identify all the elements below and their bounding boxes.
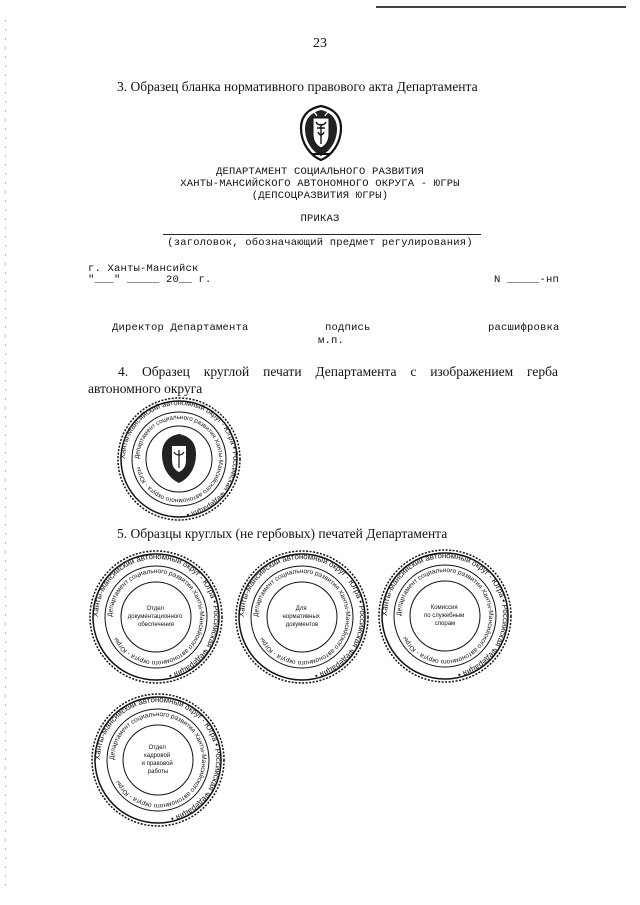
stamp-4-center-line2: кадровой: [144, 753, 171, 759]
section5-heading: 5. Образцы круглых (не гербовых) печатей Департамента: [117, 526, 448, 541]
stamp-4: [90, 692, 226, 828]
stamp-4-center-line1: Отдел: [148, 745, 166, 751]
stamp-4-center-line4: работы: [147, 769, 169, 775]
stamp-4-inner-text: Департамент социального развития Ханты-Мансийского автономного округа - Югры: [108, 710, 208, 810]
scan-edge-dots: [5, 20, 6, 890]
seal-place-label: м.п.: [318, 335, 345, 347]
stamp-3-inner-text: Департамент социального развития Ханты-Мансийского автономного округа - Югры: [395, 566, 495, 666]
arms-stamp: [116, 396, 242, 522]
title-caption: (заголовок, обозначающий предмет регулирования): [167, 237, 473, 249]
svg-text:Отдел кадровой и п: [142, 745, 175, 775]
signatory-label: Директор Департамента: [112, 322, 249, 334]
arms-stamp-inner-text: Департамент социального развития Ханты-Мансийского автономного округа - Югры: [133, 413, 225, 505]
svg-text:Для нормативных до: [283, 606, 322, 628]
stamp-1-outer-text: Ханты-Мансийский автономный округ - Югра • Российская Федерация •: [90, 551, 222, 681]
stamp-2-inner-text: Департамент социального развития Ханты-Мансийского автономного округа - Югры: [252, 567, 352, 667]
stamp-1-inner-text: Департамент социального развития Ханты-Мансийского автономного округа - Югры: [106, 567, 206, 667]
stamp-3-outer-text: Ханты-Мансийский автономный округ - Югра • Российская Федерация •: [379, 550, 511, 680]
stamp-3-center-line1: Комиссия: [430, 605, 458, 611]
city-line: г. Ханты-Мансийск: [88, 263, 199, 275]
stamp-4-outer-text: Ханты-Мансийский автономный округ - Югра • Российская Федерация •: [92, 694, 224, 824]
signature-label: подпись: [325, 322, 371, 334]
org-line1: ДЕПАРТАМЕНТ СОЦИАЛЬНОГО РАЗВИТИЯ: [215, 166, 425, 178]
arms-stamp-outer-text: Ханты-Мансийский автономный округ - Югра • Российская Федерация •: [117, 397, 241, 520]
section4-text: 4. Образец круглой печати Департамента с изображением герба автономного округа: [88, 364, 558, 396]
svg-text:Комиссия по служебным: [424, 605, 466, 627]
decoding-label: расшифровка: [488, 322, 560, 334]
stamp-2-outer-text: Ханты-Мансийский автономный округ - Югра • Российская Федерация •: [236, 551, 368, 681]
coat-of-arms-emblem: [298, 104, 344, 162]
org-line3: (ДЕПСОЦРАЗВИТИЯ ЮГРЫ): [251, 190, 389, 202]
arms-stamp-emblem: [162, 434, 196, 483]
title-underline: [163, 234, 481, 235]
scan-top-line: [376, 6, 626, 8]
stamp-2-center-line2: нормативных: [282, 614, 320, 620]
stamp-1-center-line1: Отдел: [146, 606, 164, 612]
stamp-1-center-line3: обеспечения: [138, 622, 174, 628]
stamp-1-center-line2: документационного: [127, 614, 183, 620]
doc-type-title: ПРИКАЗ: [300, 213, 340, 225]
stamp-2-center-line3: документов: [285, 622, 319, 628]
stamp-2-center-line1: Для: [295, 606, 307, 612]
stamp-1: [88, 549, 224, 685]
stamp-2: [234, 549, 370, 685]
svg-text:Отдел документационного: [128, 606, 184, 628]
stamp-3-center-line2: по служебным: [424, 613, 465, 619]
number-line: N _____-нп: [494, 274, 560, 286]
stamp-4-center-line3: и правовой: [141, 761, 173, 767]
date-line: "___" _____ 20__ г.: [88, 274, 212, 286]
section3-heading: 3. Образец бланка нормативного правового акта Департамента: [117, 79, 478, 94]
org-line2: ХАНТЫ-МАНСИЙСКОГО АВТОНОМНОГО ОКРУГА - ЮГРЫ: [180, 178, 460, 190]
page-number: 23: [313, 36, 327, 51]
stamp-3-center-line3: спорам: [434, 621, 456, 627]
stamp-3: [377, 548, 513, 684]
